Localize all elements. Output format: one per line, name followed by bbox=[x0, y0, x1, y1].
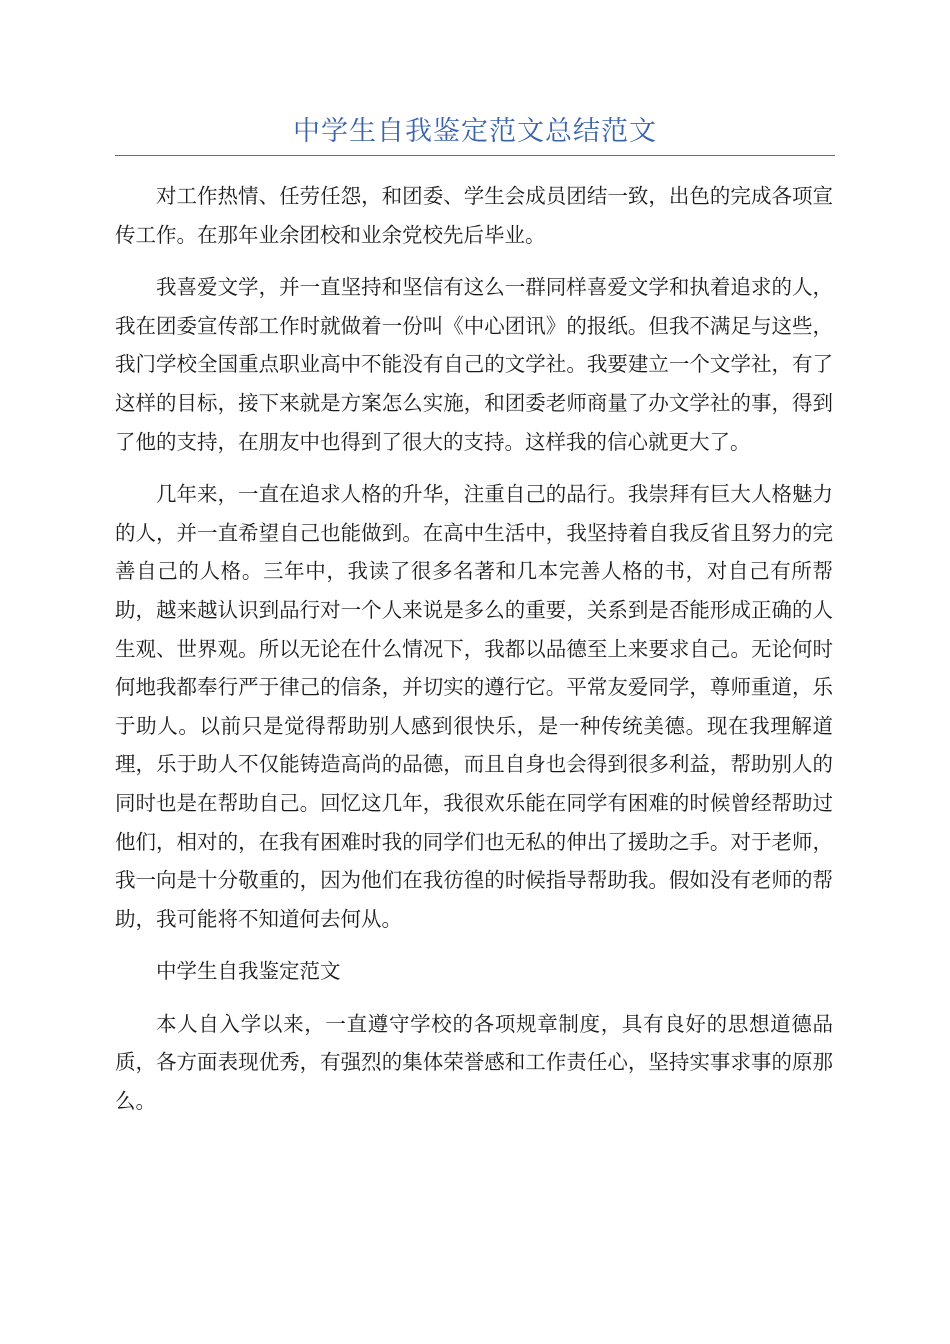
document-body bbox=[115, 177, 833, 1135]
title-underline bbox=[115, 155, 835, 156]
section-heading: 中学生自我鉴定范文 bbox=[156, 959, 341, 984]
paragraph-1: 对工作热情、任劳任怨，和团委、学生会成员团结一致，出色的完成各项宣传工作。在那年业余团校和业余党校先后毕业。 bbox=[115, 184, 833, 247]
paragraph-2: 我喜爱文学，并一直坚持和坚信有这么一群同样喜爱文学和执着追求的人，我在团委宣传部工作时就做着一份叫《中心团讯》的报纸。但我不满足与这些，我门学校全国重点职业高中不能没有自己的文学社。我要建立一个文学社，有了这样的目标，接下来就是方案怎么实施，和团委老师商量了办文学社的事，得到了他的支持，在朋友中也得到了很大的支持。这样我的信心就更大了。 bbox=[115, 275, 833, 454]
document-title: 中学生自我鉴定范文总结范文 bbox=[293, 116, 657, 147]
paragraph-4: 本人自入学以来，一直遵守学校的各项规章制度，具有良好的思想道德品质，各方面表现优秀，有强烈的集体荣誉感和工作责任心，坚持实事求事的原那么。 bbox=[115, 1011, 833, 1114]
paragraph-3: 几年来，一直在追求人格的升华，注重自己的品行。我崇拜有巨大人格魅力的人，并一直希望自己也能做到。在高中生活中，我坚持着自我反省且努力的完善自己的人格。三年中，我读了很多名著和几本完善人格的书，对自己有所帮助，越来越认识到品行对一个人来说是多么的重要，关系到是否能形成正确的人生观、世界观。所以无论在什么情况下，我都以品德至上来要求自己。无论何时何地我都奉行严于律己的信条，并切实的遵行它。平常友爱同学，尊师重道，乐于助人。以前只是觉得帮助别人感到很快乐，是一种传统美德。现在我理解道理，乐于助人不仅能铸造高尚的品德，而且自身也会得到很多利益，帮助别人的同时也是在帮助自己。回忆这几年，我很欢乐能在同学有困难的时候曾经帮助过他们，相对的，在我有困难时我的同学们也无私的伸出了援助之手。对于老师，我一向是十分敬重的，因为他们在我彷徨的时候指导帮助我。假如没有老师的帮助，我可能将不知道何去何从。 bbox=[115, 482, 833, 931]
